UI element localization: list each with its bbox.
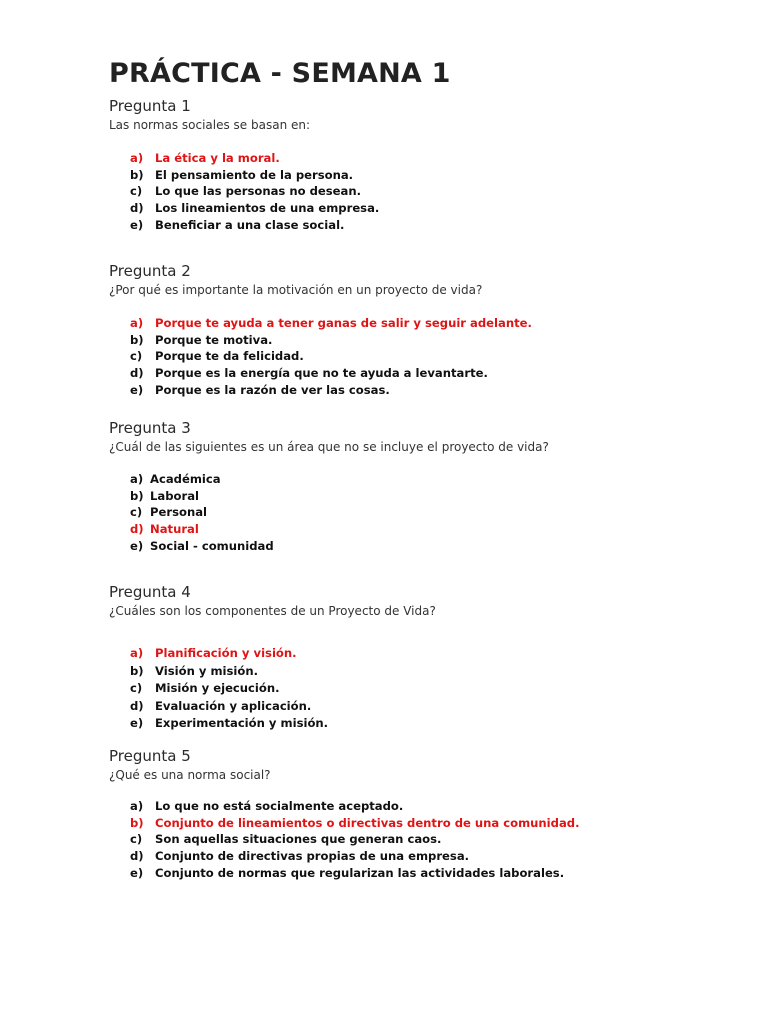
option-text: Porque te da felicidad. — [155, 349, 304, 364]
question-text: ¿Cuáles son los componentes de un Proyecto de Vida? — [109, 604, 436, 618]
option-letter: e) — [130, 716, 144, 731]
option-c — [109, 831, 580, 848]
options-list — [109, 471, 274, 555]
question-1 — [109, 97, 380, 232]
option-text: Porque te motiva. — [155, 332, 273, 347]
options-list — [109, 798, 580, 882]
option-letter: a) — [130, 151, 144, 165]
option-letter: e) — [130, 538, 144, 553]
option-d — [109, 521, 274, 538]
option-a — [109, 315, 532, 332]
option-text: Misión y ejecución. — [155, 681, 280, 696]
question-3 — [109, 419, 549, 553]
option-text: Lo que las personas no desean. — [155, 184, 361, 199]
option-letter: a) — [130, 472, 144, 486]
option-text: La ética y la moral. — [155, 151, 280, 165]
option-text: Planificación y visión. — [155, 646, 297, 660]
question-text: Las normas sociales se basan en: — [109, 118, 311, 132]
option-c — [109, 680, 328, 698]
option-letter: a) — [130, 316, 144, 330]
option-b — [109, 167, 379, 184]
option-letter: c) — [130, 505, 143, 520]
option-d — [109, 365, 532, 382]
option-letter: a) — [130, 646, 144, 660]
page-title: PRÁCTICA - SEMANA 1 — [109, 58, 451, 89]
option-e — [109, 538, 274, 555]
options-list — [109, 150, 379, 234]
option-c — [109, 504, 274, 521]
option-text: Porque te ayuda a tener ganas de salir y seguir adelante. — [155, 316, 532, 330]
options-list — [109, 315, 532, 399]
option-letter: b) — [130, 815, 144, 830]
question-heading: Pregunta 3 — [109, 419, 191, 437]
option-letter: c) — [130, 832, 143, 847]
question-text: ¿Por qué es importante la motivación en un proyecto de vida? — [109, 283, 483, 297]
option-text: Porque es la energía que no te ayuda a levantarte. — [155, 366, 488, 381]
option-text: Personal — [150, 505, 207, 520]
option-letter: a) — [130, 799, 144, 813]
question-text: ¿Cuál de las siguientes es un área que no se incluye el proyecto de vida? — [109, 440, 549, 454]
option-letter: b) — [130, 167, 144, 182]
option-b — [109, 663, 328, 681]
option-text: Laboral — [150, 488, 199, 503]
option-text: Los lineamientos de una empresa. — [155, 201, 380, 216]
option-text: Natural — [150, 522, 199, 537]
option-letter: d) — [130, 698, 144, 713]
option-text: El pensamiento de la persona. — [155, 167, 354, 182]
option-letter: d) — [130, 201, 144, 216]
option-e — [109, 382, 532, 399]
option-text: Conjunto de directivas propias de una empresa. — [155, 849, 470, 864]
option-d — [109, 848, 580, 865]
option-b — [109, 488, 274, 505]
question-2 — [109, 262, 532, 397]
option-letter: e) — [130, 217, 144, 232]
option-text: Social - comunidad — [150, 538, 274, 553]
option-b — [109, 332, 532, 349]
option-letter: c) — [130, 349, 143, 364]
option-text: Son aquellas situaciones que generan caos. — [155, 832, 442, 847]
option-text: Lo que no está socialmente aceptado. — [155, 799, 404, 813]
option-letter: d) — [130, 522, 144, 537]
option-letter: d) — [130, 366, 144, 381]
option-text: Conjunto de normas que regularizan las actividades laborales. — [155, 865, 565, 880]
question-heading: Pregunta 5 — [109, 747, 191, 765]
option-letter: e) — [130, 865, 144, 880]
option-a — [109, 471, 274, 488]
option-e — [109, 715, 328, 733]
option-e — [109, 865, 580, 882]
option-d — [109, 200, 379, 217]
option-a — [109, 798, 580, 815]
option-letter: c) — [130, 681, 143, 696]
option-text: Evaluación y aplicación. — [155, 698, 312, 713]
question-text: ¿Qué es una norma social? — [109, 768, 271, 782]
option-text: Académica — [150, 472, 221, 486]
option-text: Porque es la razón de ver las cosas. — [155, 382, 390, 397]
option-a — [109, 645, 328, 663]
option-d — [109, 698, 328, 716]
option-letter: d) — [130, 849, 144, 864]
question-heading: Pregunta 2 — [109, 262, 191, 280]
option-letter: b) — [130, 663, 144, 678]
option-text: Beneficiar a una clase social. — [155, 217, 345, 232]
option-b — [109, 815, 580, 832]
question-5 — [109, 747, 580, 880]
option-c — [109, 183, 379, 200]
option-text: Visión y misión. — [155, 663, 259, 678]
option-text: Experimentación y misión. — [155, 716, 329, 731]
option-a — [109, 150, 379, 167]
question-heading: Pregunta 1 — [109, 97, 191, 115]
question-4 — [109, 583, 436, 731]
option-e — [109, 217, 379, 234]
options-list — [109, 645, 328, 733]
option-text: Conjunto de lineamientos o directivas dentro de una comunidad. — [155, 815, 580, 830]
option-letter: e) — [130, 382, 144, 397]
option-letter: c) — [130, 184, 143, 199]
option-letter: b) — [130, 488, 144, 503]
option-letter: b) — [130, 332, 144, 347]
question-heading: Pregunta 4 — [109, 583, 191, 601]
option-c — [109, 348, 532, 365]
